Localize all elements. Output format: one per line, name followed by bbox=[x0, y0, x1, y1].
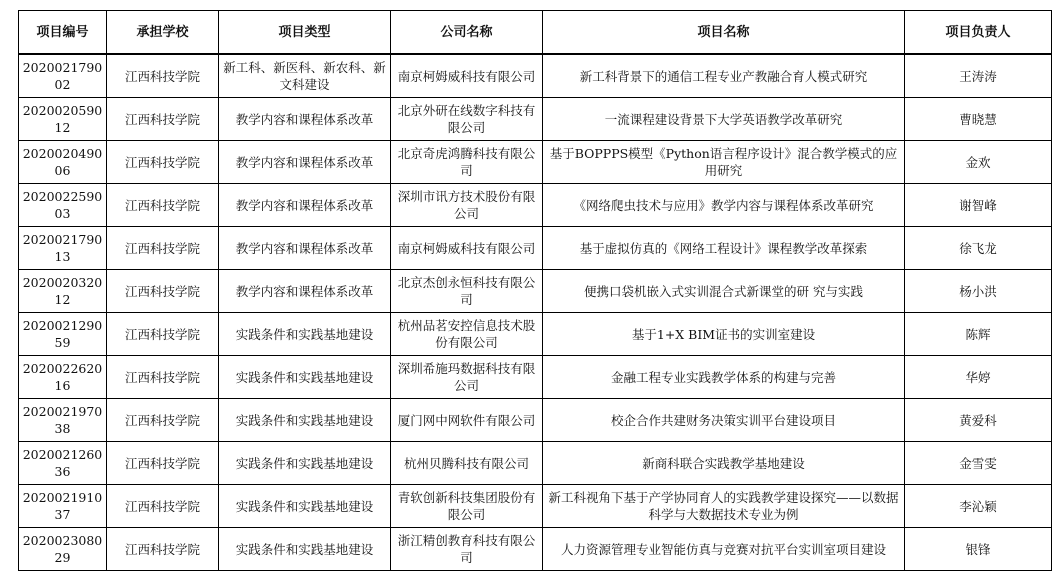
cell-project-name: 校企合作共建财务决策实训平台建设项目 bbox=[543, 399, 905, 442]
cell-project-name: 便携口袋机嵌入式实训混合式新课堂的研 究与实践 bbox=[543, 270, 905, 313]
cell-project-type: 实践条件和实践基地建设 bbox=[219, 528, 391, 571]
header-project-name: 项目名称 bbox=[543, 11, 905, 55]
cell-project-type: 实践条件和实践基地建设 bbox=[219, 356, 391, 399]
projects-table bbox=[18, 10, 1052, 571]
cell-project-name: 一流课程建设背景下大学英语教学改革研究 bbox=[543, 98, 905, 141]
cell-project-name: 新工科背景下的通信工程专业产教融合育人模式研究 bbox=[543, 54, 905, 98]
cell-project-leader: 曹晓慧 bbox=[905, 98, 1052, 141]
cell-company-name: 南京柯姆威科技有限公司 bbox=[391, 54, 543, 98]
cell-project-code: 202002129059 bbox=[19, 313, 107, 356]
table-body bbox=[19, 54, 1052, 571]
cell-school: 江西科技学院 bbox=[107, 313, 219, 356]
cell-project-code: 202002059012 bbox=[19, 98, 107, 141]
cell-project-name: 新商科联合实践教学基地建设 bbox=[543, 442, 905, 485]
cell-project-leader: 金欢 bbox=[905, 141, 1052, 184]
cell-school: 江西科技学院 bbox=[107, 270, 219, 313]
cell-project-code: 202002308029 bbox=[19, 528, 107, 571]
cell-project-code: 202002049006 bbox=[19, 141, 107, 184]
cell-project-type: 教学内容和课程体系改革 bbox=[219, 184, 391, 227]
cell-school: 江西科技学院 bbox=[107, 141, 219, 184]
cell-project-code: 202002262016 bbox=[19, 356, 107, 399]
cell-school: 江西科技学院 bbox=[107, 485, 219, 528]
cell-company-name: 青软创新科技集团股份有限公司 bbox=[391, 485, 543, 528]
table-row bbox=[19, 485, 1052, 528]
cell-project-code: 202002179002 bbox=[19, 54, 107, 98]
cell-project-leader: 金雪雯 bbox=[905, 442, 1052, 485]
table-row bbox=[19, 356, 1052, 399]
table-row bbox=[19, 399, 1052, 442]
cell-project-leader: 银锋 bbox=[905, 528, 1052, 571]
cell-school: 江西科技学院 bbox=[107, 98, 219, 141]
cell-project-type: 实践条件和实践基地建设 bbox=[219, 399, 391, 442]
cell-company-name: 杭州品茗安控信息技术股份有限公司 bbox=[391, 313, 543, 356]
header-row bbox=[19, 11, 1052, 55]
table-row bbox=[19, 54, 1052, 98]
cell-company-name: 北京外研在线数字科技有限公司 bbox=[391, 98, 543, 141]
cell-project-name: 新工科视角下基于产学协同育人的实践教学建设探究——以数据科学与大数据技术专业为例 bbox=[543, 485, 905, 528]
cell-project-leader: 陈辉 bbox=[905, 313, 1052, 356]
header-company-name: 公司名称 bbox=[391, 11, 543, 55]
cell-school: 江西科技学院 bbox=[107, 184, 219, 227]
cell-project-name: 金融工程专业实践教学体系的构建与完善 bbox=[543, 356, 905, 399]
cell-company-name: 北京奇虎鸿腾科技有限公司 bbox=[391, 141, 543, 184]
cell-school: 江西科技学院 bbox=[107, 356, 219, 399]
cell-company-name: 浙江精创教育科技有限公司 bbox=[391, 528, 543, 571]
cell-project-name: 基于虚拟仿真的《网络工程设计》课程教学改革探索 bbox=[543, 227, 905, 270]
cell-project-code: 202002179013 bbox=[19, 227, 107, 270]
cell-company-name: 深圳希施玛数据科技有限公司 bbox=[391, 356, 543, 399]
cell-project-type: 实践条件和实践基地建设 bbox=[219, 485, 391, 528]
cell-project-name: 基于1+X BIM证书的实训室建设 bbox=[543, 313, 905, 356]
cell-project-name: 人力资源管理专业智能仿真与竞赛对抗平台实训室项目建设 bbox=[543, 528, 905, 571]
cell-project-name: 基于BOPPPS模型《Python语言程序设计》混合教学模式的应用研究 bbox=[543, 141, 905, 184]
cell-company-name: 北京杰创永恒科技有限公司 bbox=[391, 270, 543, 313]
table-row bbox=[19, 313, 1052, 356]
cell-project-leader: 王涛涛 bbox=[905, 54, 1052, 98]
cell-project-type: 实践条件和实践基地建设 bbox=[219, 442, 391, 485]
cell-company-name: 南京柯姆威科技有限公司 bbox=[391, 227, 543, 270]
table-row bbox=[19, 184, 1052, 227]
cell-company-name: 厦门网中网软件有限公司 bbox=[391, 399, 543, 442]
header-school: 承担学校 bbox=[107, 11, 219, 55]
table-header bbox=[19, 11, 1052, 55]
cell-project-leader: 徐飞龙 bbox=[905, 227, 1052, 270]
header-project-type: 项目类型 bbox=[219, 11, 391, 55]
cell-project-leader: 杨小洪 bbox=[905, 270, 1052, 313]
table-row bbox=[19, 270, 1052, 313]
cell-project-code: 202002197038 bbox=[19, 399, 107, 442]
cell-project-type: 教学内容和课程体系改革 bbox=[219, 98, 391, 141]
cell-project-type: 实践条件和实践基地建设 bbox=[219, 313, 391, 356]
cell-school: 江西科技学院 bbox=[107, 528, 219, 571]
cell-project-type: 新工科、新医科、新农科、新文科建设 bbox=[219, 54, 391, 98]
cell-project-type: 教学内容和课程体系改革 bbox=[219, 141, 391, 184]
cell-company-name: 杭州贝腾科技有限公司 bbox=[391, 442, 543, 485]
cell-project-type: 教学内容和课程体系改革 bbox=[219, 227, 391, 270]
table-row bbox=[19, 141, 1052, 184]
table-row bbox=[19, 98, 1052, 141]
cell-school: 江西科技学院 bbox=[107, 54, 219, 98]
header-project-code: 项目编号 bbox=[19, 11, 107, 55]
cell-project-code: 202002191037 bbox=[19, 485, 107, 528]
cell-project-code: 202002259003 bbox=[19, 184, 107, 227]
cell-project-leader: 李沁颖 bbox=[905, 485, 1052, 528]
cell-project-code: 202002032012 bbox=[19, 270, 107, 313]
cell-project-leader: 黄爱科 bbox=[905, 399, 1052, 442]
header-project-leader: 项目负责人 bbox=[905, 11, 1052, 55]
table-row bbox=[19, 528, 1052, 571]
table-row bbox=[19, 442, 1052, 485]
cell-project-leader: 谢智峰 bbox=[905, 184, 1052, 227]
cell-project-leader: 华婷 bbox=[905, 356, 1052, 399]
cell-project-code: 202002126036 bbox=[19, 442, 107, 485]
table-row bbox=[19, 227, 1052, 270]
cell-school: 江西科技学院 bbox=[107, 399, 219, 442]
cell-project-name: 《网络爬虫技术与应用》教学内容与课程体系改革研究 bbox=[543, 184, 905, 227]
cell-school: 江西科技学院 bbox=[107, 227, 219, 270]
cell-project-type: 教学内容和课程体系改革 bbox=[219, 270, 391, 313]
cell-school: 江西科技学院 bbox=[107, 442, 219, 485]
cell-company-name: 深圳市讯方技术股份有限公司 bbox=[391, 184, 543, 227]
